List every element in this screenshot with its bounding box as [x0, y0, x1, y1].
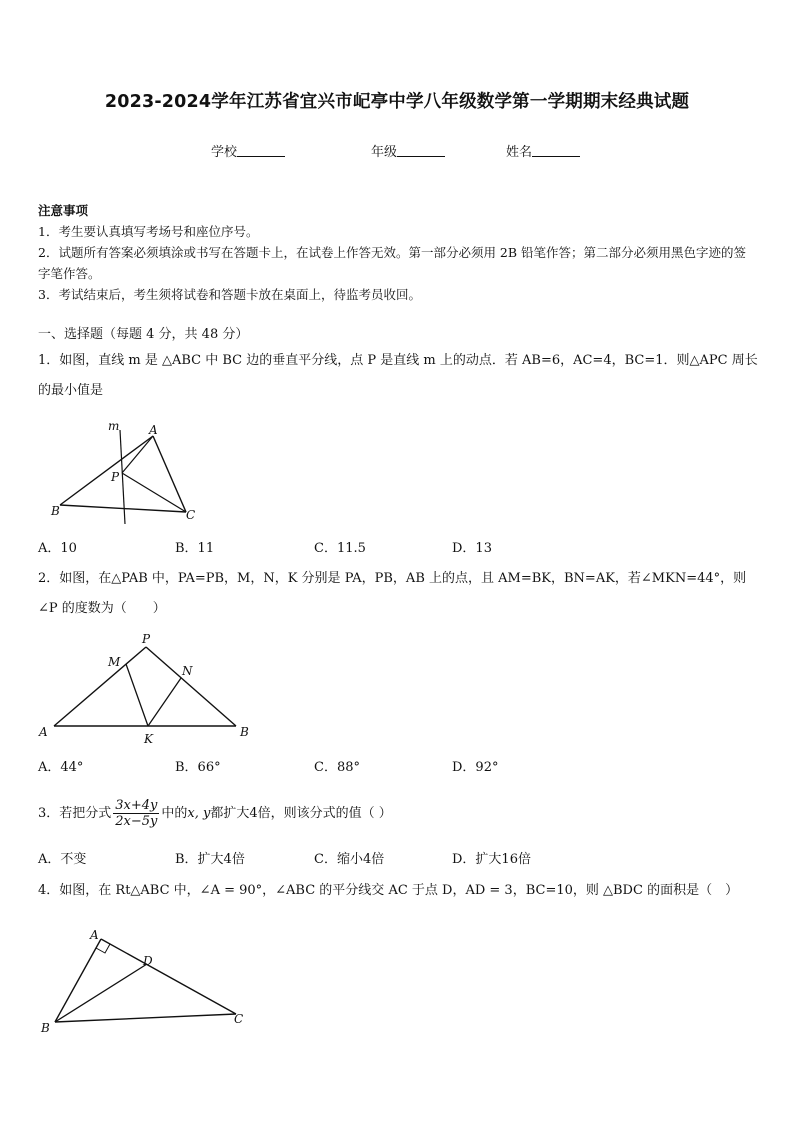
label-n: N: [182, 664, 193, 678]
label-a: A: [39, 725, 48, 739]
option-d[interactable]: D．13: [452, 541, 492, 556]
segment-pc: [122, 473, 186, 512]
school-field[interactable]: [211, 141, 285, 160]
question-1-text: 1．如图，直线 m 是 △ABC 中 BC 边的垂直平分线，点 P 是直线 m 上的动点．若 AB=6，AC=4，BC=1．则△APC 周长的最小值是: [38, 353, 758, 398]
name-blank[interactable]: [532, 144, 580, 157]
label-p: P: [142, 632, 151, 646]
page-title: 2023-2024学年江苏省宜兴市屺亭中学八年级数学第一学期期末经典试题: [104, 92, 690, 112]
option-d[interactable]: D．扩大16倍: [452, 852, 531, 867]
segment-ac: [101, 939, 236, 1014]
question-4-text: 4．如图，在 Rt△ABC 中，∠A = 90°，∠ABC 的平分线交 AC 于点 D，AD = 3，BC=10，则 △BDC 的面积是（ ）: [38, 883, 739, 898]
segment-pa: [122, 436, 153, 473]
segment-ba: [60, 436, 153, 505]
label-b: B: [240, 725, 249, 739]
fraction-numerator: 3x+4y: [115, 798, 158, 813]
option-a[interactable]: A．不变: [38, 852, 87, 867]
grade-field[interactable]: [371, 141, 445, 160]
line-m: [120, 430, 125, 524]
label-c: C: [186, 508, 196, 522]
question-3-vars: x, y: [187, 806, 211, 821]
name-label: 姓名: [506, 145, 533, 160]
question-4-figure: [36, 922, 256, 1042]
notes: [38, 200, 758, 305]
label-m: M: [108, 655, 121, 669]
school-label: 学校: [211, 145, 238, 160]
label-m: m: [108, 419, 120, 433]
option-a[interactable]: A．10: [38, 541, 77, 556]
label-p: P: [111, 470, 120, 484]
note-item: 2．试题所有答案必须填涂或书写在答题卡上，在试卷上作答无效。第一部分必须用 2B 铅笔作答；第二部分必须用黑色字迹的签字笔作答。: [38, 245, 747, 281]
segment-bc: [60, 505, 186, 512]
option-d[interactable]: D．92°: [452, 760, 499, 775]
fraction-denominator: 2x−5y: [115, 814, 158, 829]
note-item: 3．考试结束后，考生须将试卷和答题卡放在桌面上，待监考员收回。: [38, 287, 421, 302]
question-3-text: [38, 794, 392, 834]
note-item: 1．考生要认真填写考场号和座位序号。: [38, 224, 259, 239]
grade-blank[interactable]: [397, 144, 445, 157]
segment-pa: [54, 647, 146, 726]
question-1-figure: [36, 418, 206, 528]
option-b[interactable]: B．66°: [175, 760, 221, 775]
label-c: C: [234, 1012, 244, 1026]
question-2-text: 2．如图，在△PAB 中，PA=PB，M，N，K 分别是 PA，PB，AB 上的点，且 AM=BK，BN=AK，若∠MKN=44°，则∠P 的度数为（ ）: [38, 571, 747, 616]
segment-pb: [146, 647, 236, 726]
option-c[interactable]: C．11.5: [314, 541, 366, 556]
name-field[interactable]: [506, 141, 580, 160]
label-b: B: [51, 504, 60, 518]
option-c[interactable]: C．缩小4倍: [314, 852, 385, 867]
option-b[interactable]: B．扩大4倍: [175, 852, 245, 867]
notes-heading: 注意事项: [38, 203, 89, 218]
question-3-lead: 3．若把分式: [38, 806, 112, 821]
section1-heading: 一、选择题（每题 4 分，共 48 分）: [38, 327, 249, 342]
label-d: D: [143, 954, 153, 968]
segment-mk: [126, 664, 148, 726]
segment-bc: [55, 1014, 236, 1022]
question-3-mid: 中的: [161, 806, 188, 821]
label-b: B: [41, 1021, 50, 1035]
segment-nk: [148, 678, 181, 726]
fraction: [113, 798, 159, 829]
question-2-figure: [36, 628, 256, 748]
segment-ac: [153, 436, 186, 512]
grade-label: 年级: [371, 145, 398, 160]
label-k: K: [144, 732, 153, 746]
label-a: A: [149, 423, 158, 437]
segment-bd: [55, 964, 147, 1022]
segment-ab: [55, 939, 101, 1022]
label-a: A: [90, 928, 99, 942]
option-a[interactable]: A．44°: [38, 760, 84, 775]
option-c[interactable]: C．88°: [314, 760, 360, 775]
question-3-tail: 都扩大4倍，则该分式的值（ ）: [210, 806, 392, 821]
school-blank[interactable]: [237, 144, 285, 157]
option-b[interactable]: B．11: [175, 541, 215, 556]
